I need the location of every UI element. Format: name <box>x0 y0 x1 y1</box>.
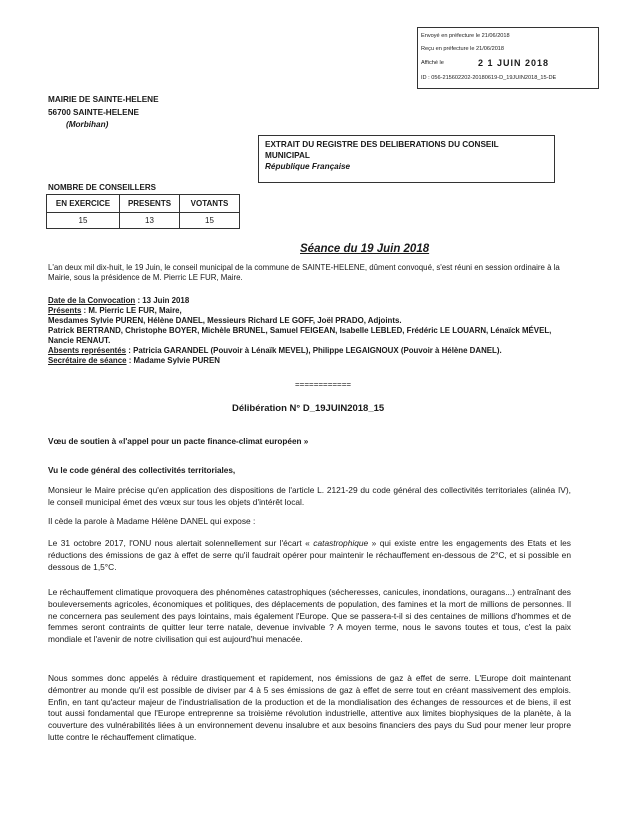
extrait-box <box>258 135 555 183</box>
absents-line <box>48 346 571 356</box>
header-votants: VOTANTS <box>180 195 240 213</box>
intro-paragraph: L'an deux mil dix-huit, le 19 Juin, le conseil municipal de la commune de SAINTE-HELENE, dûment convoqué, s'est réuni en session ordinaire à la Mairie, sous la présidence de M. Pierric LE FUR, Maire. <box>48 263 560 282</box>
conseillers-table <box>46 194 240 229</box>
deliberation-title: Délibération N° D_19JUIN2018_15 <box>232 403 385 414</box>
presents-conseillers: Patrick BERTRAND, Christophe BOYER, Michèle BRUNEL, Samuel FEIGEAN, Isabelle LEBLED, Frédéric LE LOUARN, Lénaïck MÉVEL, Nancie RENAUT. <box>48 326 552 345</box>
paragraph-rechauffement: Le réchauffement climatique provoquera des phénomènes catastrophiques (sécheresses, canicules, inondations, ouragans...) entraînant des bouleversements agricoles, économiques et politiques, des déplacements de population, des famines et la mort de millions de personnes. Il ne concernera pas seulement des pays lointains, mais également l'Europe. Que se passera-t-il si des centaines de millions d'hommes et de femmes seront contraints de quitter leur terre natale, devenue invivable ? A moyen terme, nous le savons toutes et tous, c'est la paix mondiale et l'avenir de notre civilisation qui est aujourd'hui menacée. <box>48 587 571 645</box>
paragraph-parole: Il cède la parole à Madame Hélène DANEL qui expose : <box>48 516 256 526</box>
value-presents: 13 <box>120 213 180 229</box>
presents-adjoints: Mesdames Sylvie PUREN, Hélène DANEL, Messieurs Richard LE GOFF, Joël PRADO, Adjoints. <box>48 316 402 325</box>
presents-value: : M. Pierric LE FUR, Maire, <box>81 306 182 315</box>
header-en-exercice: EN EXERCICE <box>47 195 120 213</box>
stamp-affiche-label: Affiché le <box>421 60 444 66</box>
mairie-address <box>48 94 159 132</box>
absents-label: Absents représentés <box>48 346 127 355</box>
presents-label: Présents <box>48 306 82 315</box>
paragraph-onu <box>48 538 571 573</box>
convocation-line <box>48 296 571 306</box>
extrait-title-line2: MUNICIPAL <box>265 151 310 160</box>
meeting-info <box>48 296 571 366</box>
stamp-sent-line: Envoyé en préfecture le 21/06/2018 <box>421 33 510 39</box>
value-en-exercice: 15 <box>47 213 120 229</box>
paragraph-maire: Monsieur le Maire précise qu'en application des dispositions de l'article L. 2121-29 du code général des collectivités territoriales (alinéa IV), le conseil municipal émet des vœux sur tous les objets d'intérêt local. <box>48 485 571 507</box>
mairie-name: MAIRIE DE SAINTE-HELENE <box>48 95 159 104</box>
voeu-heading: Vœu de soutien à «l'appel pour un pacte finance-climat européen » <box>48 437 309 446</box>
stamp-received-line: Reçu en préfecture le 21/06/2018 <box>421 46 505 52</box>
mairie-city: 56700 SAINTE-HELENE <box>48 107 140 117</box>
prefecture-stamp <box>417 27 599 89</box>
secretaire-value: : Madame Sylvie PUREN <box>126 356 220 365</box>
secretaire-line <box>48 356 571 366</box>
value-votants: 15 <box>180 213 240 229</box>
seance-title: Séance du 19 Juin 2018 <box>300 243 430 255</box>
header-presents: PRESENTS <box>120 195 180 213</box>
extrait-title-line1: EXTRAIT DU REGISTRE DES DELIBERATIONS DU CONSEIL <box>265 140 499 149</box>
conseillers-title: NOMBRE DE CONSEILLERS <box>48 183 157 192</box>
absents-value: : Patricia GARANDEL (Pouvoir à Lénaïk MEVEL), Philippe LEGAIGNOUX (Pouvoir à Hélène DANEL). <box>126 346 502 355</box>
onu-text-after: » qui existe entre les engagements des Etats et les réductions des émissions de gaz à effet de serre qu'il faudrait opérer pour maintenir le réchauffement en-dessous de 2°C, et si possible en dessous de 1,5°C. <box>48 538 571 572</box>
stamp-affiche-date: 2 1 JUIN 2018 <box>478 58 550 68</box>
vu-code-line: Vu le code général des collectivités territoriales, <box>48 466 236 475</box>
mairie-department: (Morbihan) <box>66 120 109 129</box>
extrait-republique: République Française <box>265 162 351 171</box>
paragraph-europe: Nous sommes donc appelés à réduire drastiquement et rapidement, nos émissions de gaz à effet de serre. L'Europe doit maintenant démontrer au monde qu'il est possible de diviser par 4 à 5 ses émissions de gaz à effet de serre tout en créant massivement des emplois. Enfin, en tant qu'acteur majeur de l'industrialisation de la production et de la mondialisation des échanges de ressources et de biens, il est tout aussi fondamental que l'Europe entreprenne sa troisième révolution industrielle, attentive aux limites biophysiques de la planète, à la couverture des vulnérabilités liées à un environnement devenu insalubre et aux besoins financiers des pays du Sud pour mener leur propre lutte contre le réchauffement climatique. <box>48 673 571 742</box>
convocation-label: Date de la Convocation <box>48 296 136 305</box>
onu-text-italic: catastrophique <box>313 538 369 548</box>
convocation-value: : 13 Juin 2018 <box>135 296 190 305</box>
presents-line <box>48 306 571 316</box>
secretaire-label: Secrétaire de séance <box>48 356 127 365</box>
stamp-id: ID : 056-215602202-20180619-D_19JUIN2018_15-DE <box>421 75 557 81</box>
onu-text-before: Le 31 octobre 2017, l'ONU nous alertait solennellement sur l'écart « <box>48 538 314 548</box>
separator: ============ <box>295 380 352 389</box>
